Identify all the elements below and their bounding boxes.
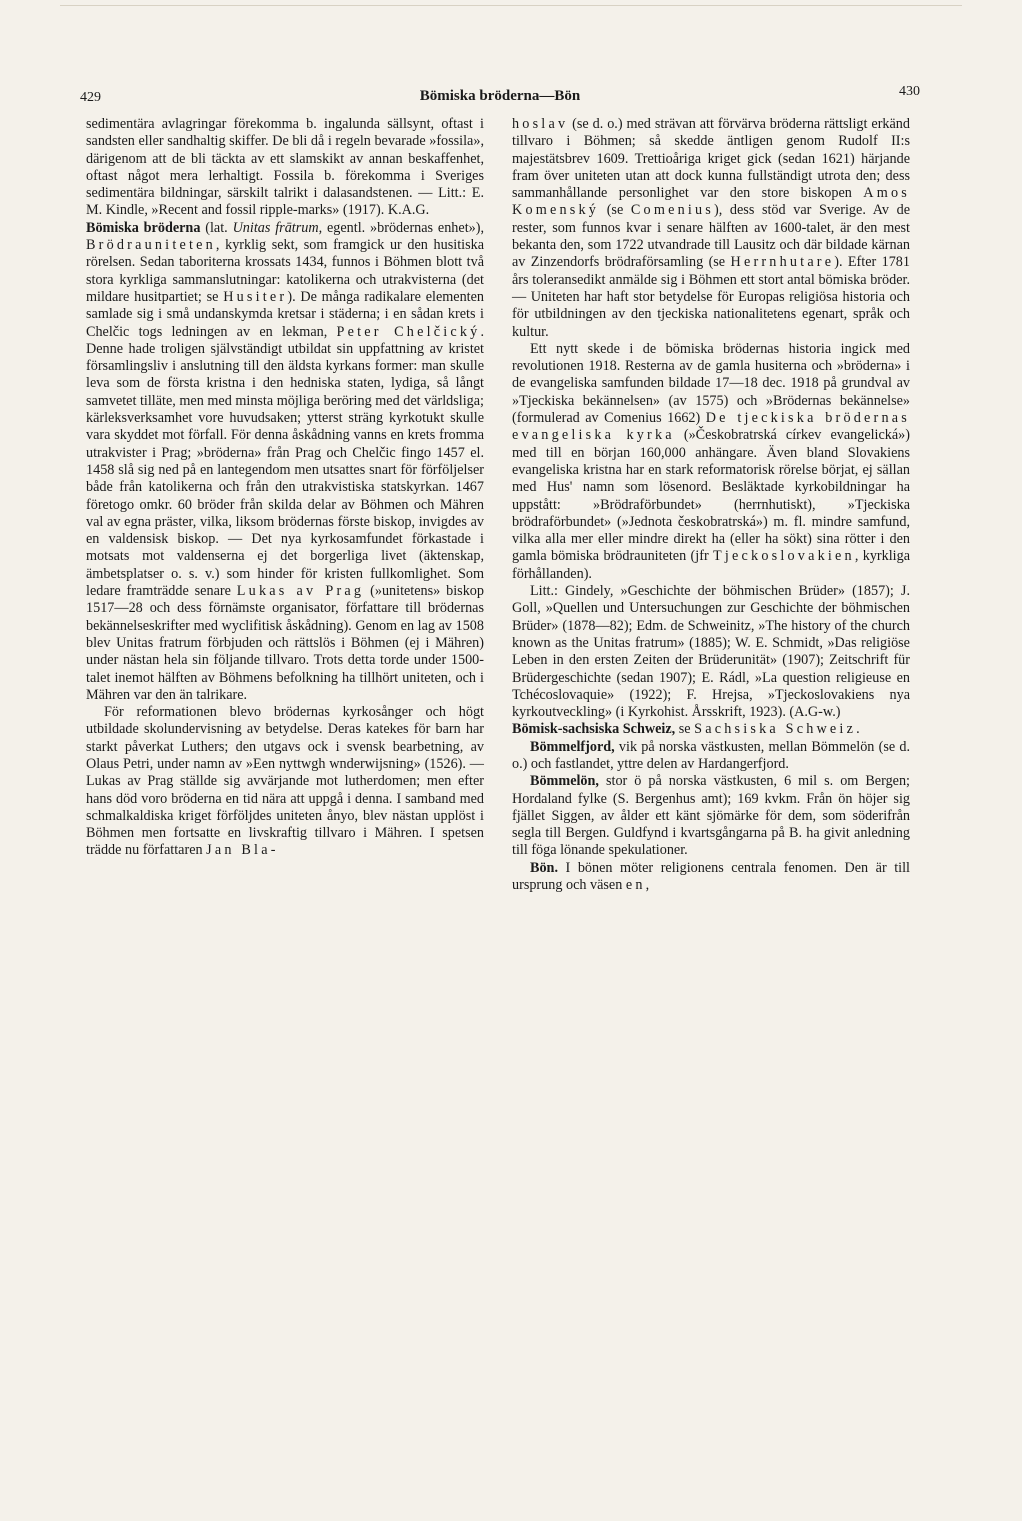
entry-headword: Bömmelön, <box>530 773 599 790</box>
left-column <box>86 116 484 860</box>
entry-bomiska-broderna: Bömiska bröderna (lat. Unitas frātrum, egentl. »brödernas enhet»), Brödrauniteten, kyrklig sekt, som framgick ur den husitiska rörelsen. Sedan taboriterna krossats 1434, funnos i Böhmen blott två stora kyrkliga sammanslutningar: katolikerna och utrakvisterna (det mildare husitpartiet; se Husiter). De många radikalare elementen samlade sig i små undanskymda kretsar i städerna; i en sådan krets i Chelčic togs ledningen av en lekman, Peter Chelčický. Denne hade troligen självständigt utbildat sin uppfattning av kristet församlingsliv i anslutning till den äldsta kyrkans former: man skulle leva som de första kristna i den hedniska staten, lydiga, så långt samvetet tilläte, men med minsta möjliga beröring med det världsliga; kärleksverksamhet vore huvudsaken; ytterst sträng kyrkotukt skulle vara skyddet mot förfall. För denna åskådning vanns en krets fromma utrakvister i Prag; »bröderna» från Prag och Chelčic fingo 1457 el. 1458 slå sig ned på en lantegendom men utsattes snart för förföljelser både från katolikerna och från den utrakvistiska statskyrkan. 1467 företogo omkr. 60 bröder från skilda delar av Böhmen och Mähren val av egna präster, vilka, liksom brödernas förste biskop, invigdes av en valdensisk biskop. — Det nya kyrkosamfundet förkastade i motsats mot valdenserna ej det borgerliga livet (äktenskap, ämbetsplatser o. s. v.) som hinder för kristen fullkomlighet. Som ledare framträdde senare Lukas av Prag (»unitetens» biskop 1517—28 och dess förnämste organisator, författare till brödernas bekännelseskrifter med wyclifitisk åskådning). Genom en lag av 1508 blev Unitas fratrum förbjuden och rättslös i Böhmen (ej i Mähren) under nästan hela sin följande tillvaro. Trots detta torde under 1500-talet inemot hälften av Böhmens befolkning ha tillhört uniteten, och i Mähren var den än talrikare. <box>86 219 485 703</box>
cross-reference: Husiter <box>223 288 288 305</box>
cross-reference: Sachsiska Schweiz <box>694 721 857 738</box>
entry-headword: Bömiska bröderna <box>86 219 201 236</box>
spaced-name: Jan Bla- <box>206 842 279 859</box>
entry-headword: Bömmelfjord, <box>530 738 615 755</box>
entry-bommelon: Bömmelön, stor ö på norska västkusten, 6 mil s. om Bergen; Hordaland fylke (S. Bergenhus amt); 169 kvkm. Från ön höjer sig fjället Siggen, av ålder ett känt sjömärke för dem, som söderifrån segla till Bergen. Guldfynd i kvartsgångarna på B. ha givit anledning till föga lönande spekulationer. <box>512 773 910 859</box>
spaced-name: Lukas av Prag <box>236 583 365 600</box>
page-header <box>80 84 920 112</box>
spaced-name: Peter Chelčický <box>336 323 481 340</box>
spaced-term: De tjeckiska brödernas evangeliska kyrka <box>512 410 910 444</box>
literature-paragraph: Litt.: Gindely, »Geschichte der böhmischen Brüder» (1857); J. Goll, »Quellen und Untersuchungen zur Geschichte der böhmischen Brüder» (1878—82); Edm. de Schweinitz, »The history of the church known as the Unitas fratrum» (1885); W. E. Schmidt, »Das religiöse Leben in den ersten Zeiten der Brüderunität» (1907); Zeitschrift für Brüdergeschichte (sedan 1907); E. Rádl, »La question religieuse en Tchécoslovaquie» (1922); F. Hrejsa, »Tjeckoslovakiens nya kyrkoutveckling» (i Kyrkohist. Årsskrift, 1923). (A.G-w.) <box>512 583 910 721</box>
spaced-term: Brödrauniteten <box>86 237 216 254</box>
entry-bomisk-sachsiska-schweiz: Bömisk-sachsiska Schweiz, se Sachsiska Schweiz. <box>512 721 860 738</box>
body-paragraph: hoslav (se d. o.) med strävan att förvärva bröderna rättsligt erkänd tillvaro i Böhmen; så skedde äntligen genom Rudolf II:s majestätsbrev 1609. Trettioåriga kriget gick (sedan 1621) härjande fram över uniteten utan att dock kunna fullständigt utrota den; dess sammanhållande personlighet var den store biskopen Amos Komenský (se Comenius), dess stöd var Sverige. Av de rester, som funnos kvar i senare hälften av 1600-talet, är den mest bekanta den, som 1722 utvandrade till Lausitz och där bildade kärnan av Zinzendorfs brödraförsamling (se Herrnhutare). Efter 1781 års toleransedikt anmälde sig i Böhmen ett stort antal bömiska bröder. — Uniteten har haft stor betydelse för Europas religiösa historia och för utbildningen av den tjeckiska nationalitetens egenart, språk och kultur. <box>512 116 911 340</box>
top-rule <box>60 5 962 6</box>
body-paragraph: Ett nytt skede i de bömiska brödernas historia ingick med revolutionen 1918. Resterna av de gamla husiterna och »bröderna» i de evangeliska samfunden bildade 17—18 dec. 1918 på grundval av »Tjeckiska bekännelsen» (av 1575) och »Brödernas bekännelse» (formulerad av Comenius 1662) De tjeckiska brödernas evangeliska kyrka (»Českobratrská církev evangelická») med till en början 160,000 anhängare. Även bland Slovakiens evangeliska kristna har en stark reformatorisk rörelse börjat, ej sällan med Hus' namn som lösenord. Besläktade kyrkobildningar ha uppstått: »Brödraförbundet» (herrnhutiskt), »Tjeckiska brödraförbundet» (»Jednota českobratrská») m. fl. mindre samfund, vilka alla mer eller mindre direkt ha (eller ha sökt) sina rötter i den gamla bömiska brödrauniteten (jfr Tjeckoslovakien, kyrkliga förhållanden). <box>512 340 911 582</box>
entry-continuation-paragraph: sedimentära avlagringar förekomma b. ingalunda sällsynt, oftast i sandsten eller sandhaltig skiffer. De bli då i regeln bevarade »fossila», därigenom att de bli täckta av ett slamskikt av annan beskaffenhet, oftast något mera lerhaltigt. Fossila b. förekomma i Sveriges sedimentära bildningar, särskilt talrikt i dalasandstenen. — Litt.: E. M. Kindle, »Recent and fossil ripple-marks» (1917). K.A.G. <box>86 116 484 219</box>
right-column <box>512 116 910 894</box>
spaced-term: en <box>625 877 646 894</box>
cross-reference: Herrnhutare <box>730 254 835 271</box>
entry-bon: Bön. I bönen möter religionens centrala fenomen. Den är till ursprung och väsen en, <box>512 859 910 894</box>
entry-headword: Bömisk-sachsiska Schweiz, <box>512 721 676 738</box>
cross-reference: Tjeckoslovakien <box>713 548 855 565</box>
spaced-name: hoslav <box>512 116 569 132</box>
entry-headword: Bön. <box>530 859 558 876</box>
spaced-name: Amos Komenský <box>512 185 910 219</box>
right-page-number: 430 <box>899 84 920 99</box>
running-title: Bömiska bröderna—Bön <box>419 88 581 104</box>
cross-reference: Comenius <box>630 202 715 219</box>
latin-name: Unitas frātrum, <box>232 219 323 236</box>
entry-bommelfjord: Bömmelfjord, vik på norska västkusten, mellan Bömmelön (se d. o.) och fastlandet, yttre delen av Hardangerfjord. <box>512 738 910 772</box>
left-page-number: 429 <box>80 90 101 105</box>
body-paragraph: För reformationen blevo brödernas kyrkosånger och högt utbildade skolundervisning av betydelse. Deras katekes för barn har starkt påverkat Luthers; den utgavs ock i svensk bearbetning, av Olaus Petri, under namn av »Een nyttwgh wnderwijsning» (1526). — Lukas av Prag ställde sig avvärjande mot lutherdomen; men efter hans död voro bröderna en tid nära att uppgå i denna. I samband med schmalkaldiska kriget förföljdes uniteten ånyo, blev nästan upplöst i Böhmen men fortsatte en livskraftig tillvaro i Mähren. I spetsen trädde nu författaren Jan Bla- <box>86 704 484 859</box>
